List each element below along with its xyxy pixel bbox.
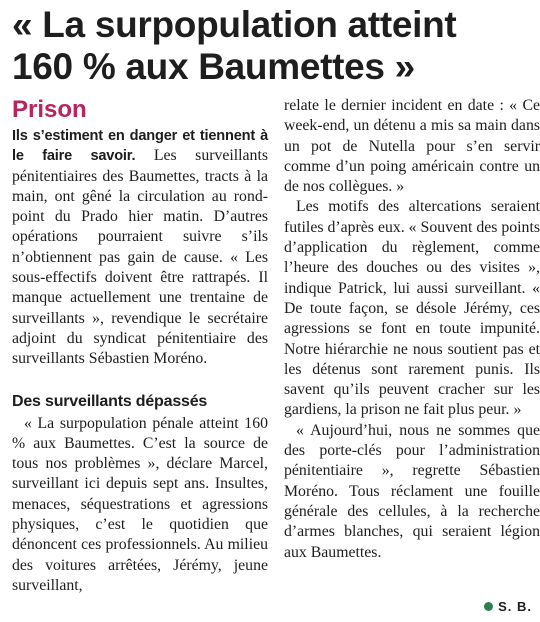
paragraph-3: Les motifs des altercations seraient futiles d’après eux. « Souvent des points d’application du règlement, comme l’heure des douches ou des visites », indique Patrick, lui aussi surveillant. « De toute façon, se désole Jérémy, ces agressions se font en toute impunité. Notre hiérarchie ne nous soutient pas et les détenus sont rarement punis. Ils savent qu’ils peuvent cracher sur les gardiens, la prison ne fait plus peur. » [284, 198, 540, 419]
column-right [284, 96, 540, 563]
paragraph-4: « Aujourd’hui, nous ne sommes que des porte-clés pour l’administration pénitentiaire », regrette Sébastien Moréno. Tous réclament une fouille générale des cellules, à la recherche d’armes blanches, qui seraient légion aux Baumettes. [284, 421, 540, 561]
headline-line-1: « La surpopulation atteint [12, 4, 457, 45]
signature-initials: S. B. [498, 599, 532, 614]
headline-line-2: 160 % aux Baumettes » [12, 46, 415, 87]
column-left [12, 96, 268, 596]
paragraph-2: « La surpopulation pénale atteint 160 % aux Baumettes. C’est la source de tous nos problèmes », déclare Marcel, surveillant ici depuis sept ans. Insultes, menaces, séquestrations et agressions physiques, c’est le quotidien que dénoncent ces professionnels. Au milieu des voitures arrêtées, Jérémy, jeune surveillant, [12, 414, 268, 594]
signature-dot-icon [484, 602, 493, 611]
headline [12, 4, 532, 88]
article-body [12, 96, 540, 616]
paragraph-2-continued: relate le dernier incident en date : « Ce week-end, un détenu a mis sa main dans un pot de Nutella pour s’en servir comme d’un poing américain contre un de nos collègues. » [284, 97, 540, 196]
subheading: Des surveillants dépassés [12, 392, 208, 410]
paragraph-1-text: Les surveillants pénitentiaires des Baumettes, tracts à la main, ont gêné la circulation au rond-point du Prado hier matin. D’autres opérations pourraient suivre s’ils n’obtiennent pas gain de cause. « Les sous-effectifs doivent être rattrapés. Il manque actuellement une trentaine de surveillants », revendique le secrétaire adjoint du syndicat pénitentiaire des surveillants Sébastien Moréno. [12, 147, 268, 368]
section-kicker: Prison [12, 96, 87, 123]
lead-text: Ils s’estiment en danger et tiennent à le faire savoir. [12, 128, 268, 165]
paragraph-1 [12, 126, 268, 370]
author-signature [484, 599, 532, 614]
